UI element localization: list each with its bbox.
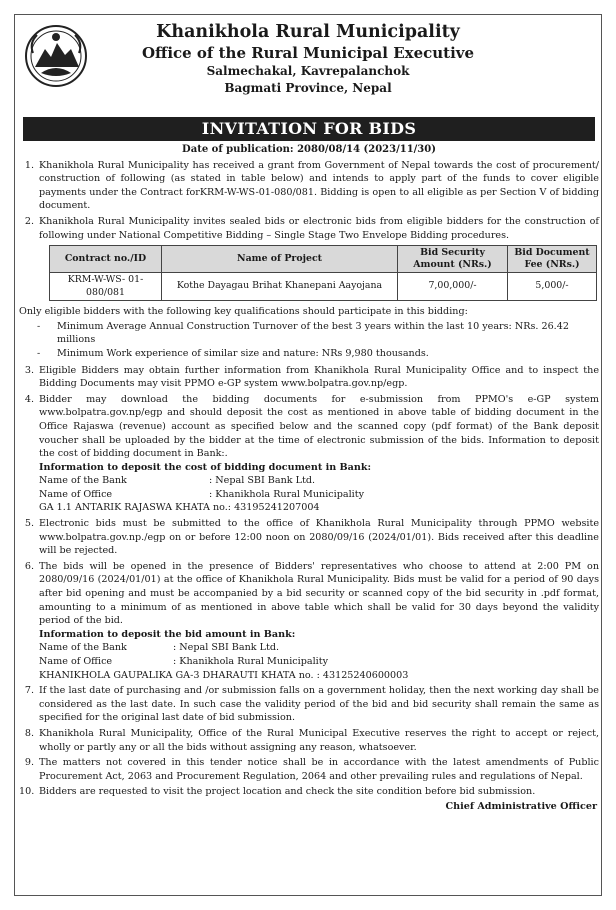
col-contract-id: Contract no./ID [50, 246, 162, 273]
bank-doc-office [39, 488, 599, 502]
bank-doc-heading: Information to deposit the cost of bidding document in Bank: [39, 461, 372, 473]
col-bid-security: Bid Security Amount (NRs.) [398, 246, 508, 273]
clause-6 [19, 560, 599, 682]
clause-number: 5. [24, 518, 34, 530]
contract-table [49, 245, 597, 301]
clause-text: Khanikhola Rural Municipality, Office of the Rural Municipal Executive reserves the right to accept or reject, wholly or partly any or all the bids without assigning any reason, whatsoever. [39, 727, 599, 753]
qualification-2: - Minimum Work experience of similar size and nature: NRs 9,980 thousands. [37, 347, 429, 359]
clause-number: 7. [24, 685, 34, 697]
clause-4 [19, 393, 599, 515]
bank-doc-account: GA 1.1 ANTARIK RAJASWA KHATA no.: 43195241207004 [39, 502, 320, 514]
cell-contract-id: KRM-W-WS- 01-080/081 [50, 273, 162, 301]
eligibility-intro: Only eligible bidders with the following key qualifications should participate in this bidding: [19, 306, 468, 318]
bank-bid-account: KHANIKHOLA GAUPALIKA GA-3 DHARAUTI KHATA no. : 43125240600003 [39, 669, 409, 681]
clause-8 [19, 727, 599, 754]
office-value: : Khanikhola Rural Municipality [209, 488, 364, 500]
bank-value: : Nepal SBI Bank Ltd. [209, 475, 316, 487]
notice-banner: INVITATION FOR BIDS [23, 117, 595, 141]
letterhead [15, 21, 601, 97]
clause-text: Eligible Bidders may obtain further information from Khanikhola Rural Municipality Office and to inspect the Bidding Documents may visit PPMO e-GP system www.bolpatra.gov.np/egp. [39, 364, 599, 390]
bank-bid-heading: Information to deposit the bid amount in Bank: [39, 628, 296, 640]
clause-text: The matters not covered in this tender notice shall be in accordance with the latest amendments of Public Procurement Act, 2063 and Procurement Regulation, 2064 and other prevailing rules and regulations of Nepal. [39, 757, 599, 782]
table-row [50, 273, 597, 301]
col-project-name: Name of Project [162, 246, 398, 273]
col-document-fee: Bid Document Fee (NRs.) [508, 246, 597, 273]
clause-2 [19, 215, 599, 242]
clause-1 [19, 159, 599, 213]
bank-label: Name of the Bank [39, 475, 127, 487]
clause-10 [19, 785, 599, 799]
publication-date: Date of publication: 2080/08/14 (2023/11/30) [182, 144, 436, 155]
clause-text: Bidder may download the bidding documents for e-submission from PPMO's e-GP system www.bolpatra.gov.np/egp and should deposit the cost as mentioned in above table of bidding document in the Office Rajaswa (revenue) account as specified below and the scanned copy (pdf format) of the Bank deposit voucher shall be uploaded by the bidder at the time of electronic submission of the bids. Information to deposit the cost of bidding document in Bank:. [39, 393, 599, 460]
cell-document-fee: 5,000/- [508, 273, 597, 301]
clause-number: 3. [24, 364, 34, 376]
signatory-title: Chief Administrative Officer [445, 800, 597, 812]
clause-3 [19, 364, 599, 391]
municipality-title: Khanikhola Rural Municipality [156, 22, 460, 42]
office-address: Salmechakal, Kavrepalanchok [206, 64, 410, 78]
office-name: Office of the Rural Municipal Executive [141, 44, 475, 62]
clause-number: 10. [19, 786, 35, 798]
qualification-text: Minimum Work experience of similar size and nature: NRs 9,980 thousands. [57, 347, 429, 359]
qualification-text: Minimum Average Annual Construction Turnover of the best 3 years within the last 10 years: NRs. 26.42 millions [57, 320, 569, 346]
clause-7 [19, 684, 599, 725]
clause-number: 4. [24, 393, 34, 405]
clause-number: 8. [24, 727, 34, 739]
clause-number: 9. [24, 757, 34, 769]
cell-bid-security: 7,00,000/- [398, 273, 508, 301]
bank-label: Name of the Bank [39, 642, 127, 654]
clause-text: If the last date of purchasing and /or submission falls on a government holiday, then the next working day shall be considered as the last date. In such case the validity period of the bid and bid security shall remain the same as specified for the original last date of bid submission. [39, 685, 599, 724]
office-value: : Khanikhola Rural Municipality [173, 656, 328, 667]
bank-doc-bank [39, 474, 599, 488]
cell-project-name: Kothe Dayagau Brihat Khanepani Aayojana [162, 273, 398, 301]
bank-value: : Nepal SBI Bank Ltd. [173, 642, 280, 654]
clause-number: 2. [24, 215, 34, 227]
clause-text: Electronic bids must be submitted to the office of Khanikhola Rural Municipality through PPMO website www.bolpatra.gov.np./egp on or before 12:00 noon on 2080/09/16 (2024/01/01). Bids received after this deadline will be rejected. [39, 518, 599, 557]
clause-number: 6. [24, 560, 34, 572]
clause-text: Khanikhola Rural Municipality invites sealed bids or electronic bids from eligible bidders for the construction of following under National Competitive Bidding – Single Stage Two Envelope Bidding procedures. [39, 215, 599, 241]
clause-text: Khanikhola Rural Municipality has received a grant from Government of Nepal towards the cost of procurement/ construction of following (as stated in table below) and intends to apply part of the funds to cover eligible payments under the Contract forKRM-W-WS-01-080/081. Bidding is open to all eligible as per Section V of bidding document. [39, 159, 599, 212]
qualification-1: - Minimum Average Annual Construction Turnover of the best 3 years within the last 10 years: NRs. 26.42 millions [19, 320, 599, 347]
office-province: Bagmati Province, Nepal [224, 81, 392, 95]
clause-5 [19, 517, 599, 558]
office-label: Name of Office [39, 488, 113, 500]
table-header-row [50, 246, 597, 273]
clause-9 [19, 756, 599, 783]
bank-bid-office [39, 655, 599, 669]
office-label: Name of Office [39, 656, 113, 667]
clause-text: The bids will be opened in the presence of Bidders' representatives who choose to attend at 2:00 PM on 2080/09/16 (2024/01/01) at the office of Khanikhola Rural Municipality. Bids must be valid for a period of 90 days after bid opening and must be accompanied by a bid security or scanned copy of the bid security in .pdf format, amounting to a minimum of as mentioned in above table which shall be valid for 30 days beyond the validity period of the bid. [39, 560, 599, 627]
clause-text: Bidders are requested to visit the project location and check the site condition before bid submission. [39, 786, 536, 798]
notice-page [14, 14, 602, 896]
clause-number: 1. [24, 159, 34, 171]
bank-bid-bank [39, 641, 599, 655]
notice-body [19, 143, 599, 814]
